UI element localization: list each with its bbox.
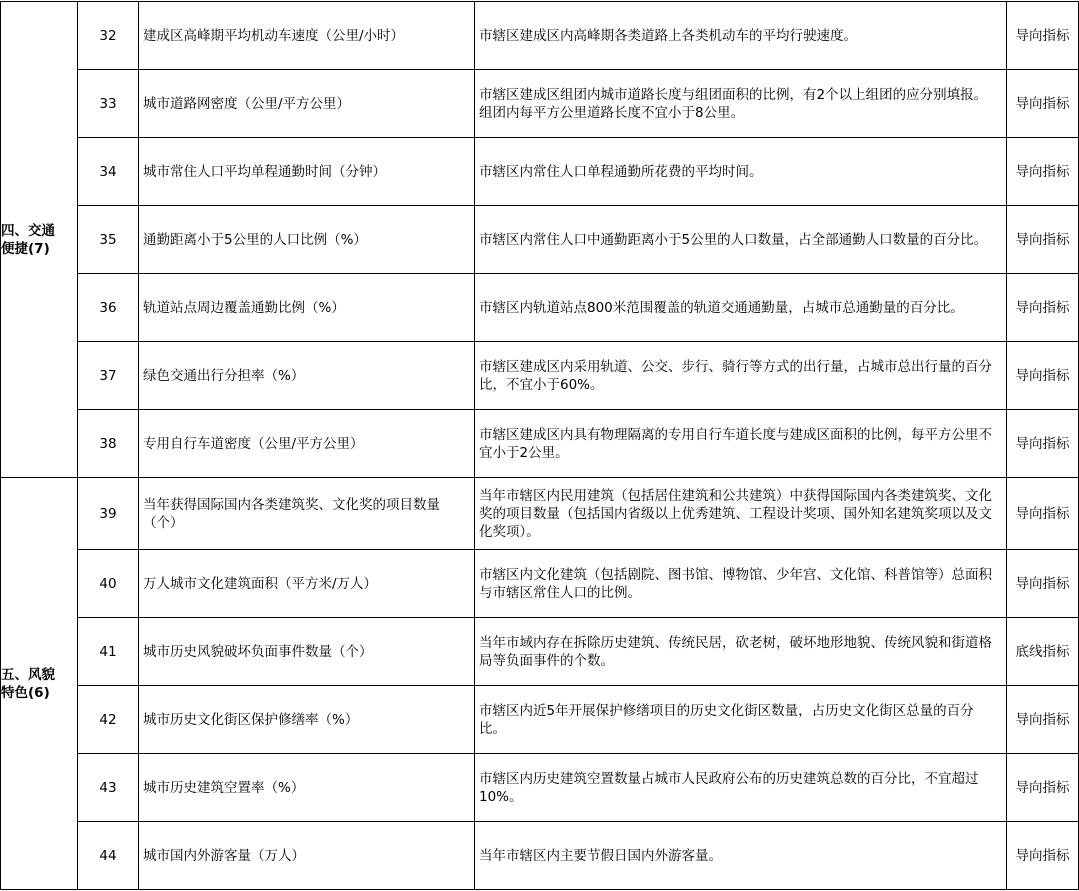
table-row — [1, 274, 1079, 342]
table-row — [1, 206, 1079, 274]
indicator-description: 当年市辖区内主要节假日国内外游客量。 — [475, 822, 1007, 890]
table-row — [1, 410, 1079, 478]
indicator-name: 通勤距离小于5公里的人口比例（%） — [139, 206, 475, 274]
indicator-description: 市辖区建成区内具有物理隔离的专用自行车道长度与建成区面积的比例，每平方公里不宜小于2公里。 — [475, 410, 1007, 478]
indicator-type: 导向指标 — [1007, 822, 1079, 890]
indicator-name: 专用自行车道密度（公里/平方公里） — [139, 410, 475, 478]
indicator-description: 市辖区内历史建筑空置数量占城市人民政府公布的历史建筑总数的百分比，不宜超过10%。 — [475, 754, 1007, 822]
table-row — [1, 342, 1079, 410]
indicator-name: 建成区高峰期平均机动车速度（公里/小时） — [139, 2, 475, 70]
indicator-type: 底线指标 — [1007, 618, 1079, 686]
row-number: 38 — [78, 410, 139, 478]
indicator-type: 导向指标 — [1007, 754, 1079, 822]
row-number: 41 — [78, 618, 139, 686]
indicator-name: 城市道路网密度（公里/平方公里） — [139, 70, 475, 138]
indicator-type: 导向指标 — [1007, 550, 1079, 618]
indicator-name: 绿色交通出行分担率（%） — [139, 342, 475, 410]
table-row — [1, 550, 1079, 618]
row-number: 39 — [78, 478, 139, 550]
table-row — [1, 822, 1079, 890]
row-number: 44 — [78, 822, 139, 890]
indicator-type: 导向指标 — [1007, 206, 1079, 274]
row-number: 43 — [78, 754, 139, 822]
table-row — [1, 686, 1079, 754]
category-label-line2: 特色(6) — [1, 684, 50, 701]
indicator-description: 市辖区内常住人口单程通勤所花费的平均时间。 — [475, 138, 1007, 206]
row-number: 32 — [78, 2, 139, 70]
category-label-line1: 五、风貌 — [1, 666, 55, 683]
indicator-description: 当年市辖区内民用建筑（包括居住建筑和公共建筑）中获得国际国内各类建筑奖、文化奖的项目数量（包括国内省级以上优秀建筑、工程设计奖项、国外知名建筑奖项以及文化奖项）。 — [475, 478, 1007, 550]
indicator-description: 市辖区建成区组团内城市道路长度与组团面积的比例，有2个以上组团的应分别填报。组团内每平方公里道路长度不宜小于8公里。 — [475, 70, 1007, 138]
table-row — [1, 2, 1079, 70]
indicator-type: 导向指标 — [1007, 410, 1079, 478]
row-number: 40 — [78, 550, 139, 618]
indicator-table — [0, 1, 1079, 890]
row-number: 33 — [78, 70, 139, 138]
indicator-description: 市辖区内文化建筑（包括剧院、图书馆、博物馆、少年宫、文化馆、科普馆等）总面积与市辖区常住人口的比例。 — [475, 550, 1007, 618]
indicator-name: 城市国内外游客量（万人） — [139, 822, 475, 890]
table-row — [1, 70, 1079, 138]
indicator-name: 城市历史风貌破坏负面事件数量（个） — [139, 618, 475, 686]
indicator-name: 城市常住人口平均单程通勤时间（分钟） — [139, 138, 475, 206]
table-row — [1, 754, 1079, 822]
indicator-type: 导向指标 — [1007, 2, 1079, 70]
row-number: 36 — [78, 274, 139, 342]
indicator-description: 市辖区内近5年开展保护修缮项目的历史文化街区数量，占历史文化街区总量的百分比。 — [475, 686, 1007, 754]
indicator-name: 轨道站点周边覆盖通勤比例（%） — [139, 274, 475, 342]
indicator-name: 万人城市文化建筑面积（平方米/万人） — [139, 550, 475, 618]
indicator-description: 市辖区建成区内采用轨道、公交、步行、骑行等方式的出行量，占城市总出行量的百分比，不宜小于60%。 — [475, 342, 1007, 410]
indicator-type: 导向指标 — [1007, 342, 1079, 410]
indicator-type: 导向指标 — [1007, 138, 1079, 206]
indicator-name: 当年获得国际国内各类建筑奖、文化奖的项目数量（个） — [139, 478, 475, 550]
category-label-line2: 便捷(7) — [1, 240, 50, 257]
row-number: 34 — [78, 138, 139, 206]
category-cell-style — [1, 478, 78, 890]
indicator-description: 市辖区内常住人口中通勤距离小于5公里的人口数量，占全部通勤人口数量的百分比。 — [475, 206, 1007, 274]
table-row — [1, 618, 1079, 686]
indicator-type: 导向指标 — [1007, 478, 1079, 550]
category-cell-transport — [1, 2, 78, 478]
indicator-type: 导向指标 — [1007, 274, 1079, 342]
category-label-line1: 四、交通 — [1, 222, 55, 239]
indicator-name: 城市历史文化街区保护修缮率（%） — [139, 686, 475, 754]
indicator-type: 导向指标 — [1007, 686, 1079, 754]
row-number: 35 — [78, 206, 139, 274]
indicator-description: 市辖区内轨道站点800米范围覆盖的轨道交通通勤量，占城市总通勤量的百分比。 — [475, 274, 1007, 342]
indicator-type: 导向指标 — [1007, 70, 1079, 138]
indicator-description: 市辖区建成区内高峰期各类道路上各类机动车的平均行驶速度。 — [475, 2, 1007, 70]
row-number: 37 — [78, 342, 139, 410]
indicator-description: 当年市域内存在拆除历史建筑、传统民居，砍老树，破坏地形地貌、传统风貌和街道格局等负面事件的个数。 — [475, 618, 1007, 686]
table-row — [1, 478, 1079, 550]
table-row — [1, 138, 1079, 206]
indicator-name: 城市历史建筑空置率（%） — [139, 754, 475, 822]
row-number: 42 — [78, 686, 139, 754]
